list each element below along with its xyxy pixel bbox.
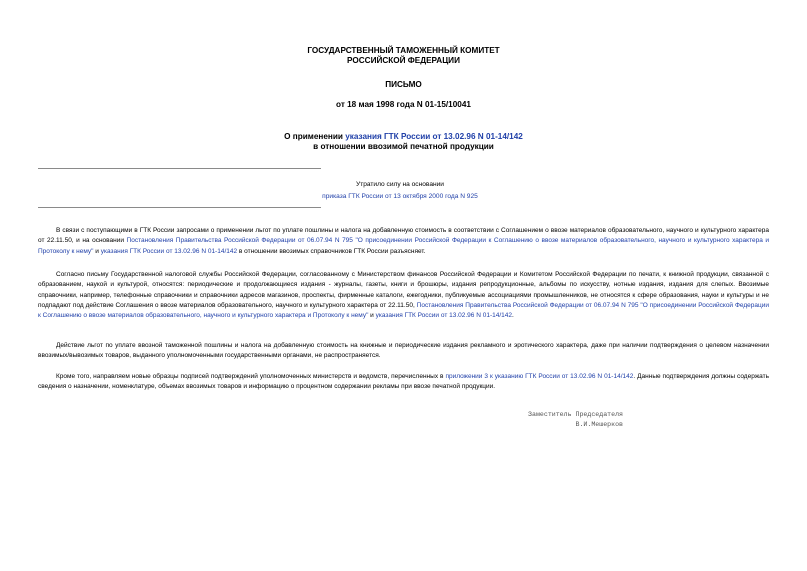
p1-text-1: В связи с поступающими в ГТК России запросами о применении льгот по уплате пошлины и налога на добавленную стоимость в соответствии с Соглашением о ввозе материалов образовательного, научного и культурного характера от 22.11.50, и на основании: [38, 227, 769, 245]
title-line-1: [0, 132, 807, 142]
p2-link-decree[interactable]: Постановления Правительства Российской Федерации от 06.07.94 N 795 "О присоединении Российской Федерации к Соглашению о ввозе материалов образовательного, научного и культурного характера и Протоколу к нему": [38, 301, 770, 320]
title-line-2: в отношении ввозимой печатной продукции: [313, 142, 494, 151]
signature-position: Заместитель Председателя: [528, 411, 623, 418]
title-prefix: О применении: [284, 132, 346, 141]
p2-text-1: Согласно письму Государственной налоговой службы Российской Федерации, согласованному с Министерством финансов Российской Федерации и Комитетом Российской Федерации по печати, к книжной продукции, связанной с образованием, наукой и культурой, относятся: периодические и продолжающиеся издания - журналы, газеты, книги и брошюры, издания репродукционные, альбомы по искусству, нотные издания, издания для слепых. Ввозимые справочники, например, телефонные справочники и справочники адресов магазинов, проспекты, фирменные каталоги, ежегодники, публикуемые ассоциациями промышленников, не относятся к сфере образования, науки и культуры и не подпадают под действие Соглашения о ввозе материалов образовательного, научного и культурного характера от 22.11.50,: [38, 271, 769, 309]
bottom-divider: [38, 207, 321, 208]
status-note-link[interactable]: приказа ГТК России от 13 октября 2000 года N 925: [322, 193, 478, 200]
status-note: [300, 179, 500, 203]
top-divider: [38, 168, 321, 169]
p3-text-1: Действие льгот по уплате ввозной таможенной пошлины и налога на добавленную стоимость на книжные и периодические издания рекламного и эротического характера, даже при наличии подтверждения о целевом назначении ввозимых/вывозимых товаров, выданного уполномоченными государственными органами, не распространяется.: [38, 342, 769, 360]
p2-link-directive[interactable]: указания ГТК России от 13.02.96 N 01-14/142: [375, 312, 512, 320]
document-date: от 18 мая 1998 года N 01-15/10041: [336, 100, 471, 109]
document-type: ПИСЬМО: [385, 80, 422, 89]
signature-name: В.И.Мешерков: [575, 421, 623, 428]
p1-link-decree[interactable]: Постановления Правительства Российской Федерации от 06.07.94 N 795 "О присоединении Российской Федерации к Соглашению о ввозе материалов образовательного, научного и культурного характера и Протоколу к нему": [38, 237, 769, 255]
document-title: [0, 132, 807, 152]
p1-link-directive[interactable]: указания ГТК России от 13.02.96 N 01-14/142: [100, 247, 238, 255]
signature-block: [470, 410, 623, 430]
p4-text-2: . Данные подтверждения должны содержать сведения о назначении, номенклатуре, объемах ввозимых товаров и информацию о процентном содержании рекламы при ввозе печатной продукции.: [38, 373, 769, 391]
paragraph-3: [38, 341, 769, 362]
organization-line-2: РОССИЙСКОЙ ФЕДЕРАЦИИ: [347, 56, 460, 65]
p2-text-2: и: [368, 312, 376, 320]
status-note-text: Утратило силу на основании: [356, 181, 444, 188]
p4-text-1: Кроме того, направляем новые образцы подписей подтверждений уполномоченных министерств и ведомств, перечисленных в: [56, 373, 446, 380]
paragraph-2: [38, 270, 769, 321]
p1-text-3: в отношении ввозимых справочников ГТК России разъясняет.: [237, 247, 426, 255]
title-link[interactable]: указания ГТК России от 13.02.96 N 01-14/142: [345, 132, 523, 141]
p4-link-appendix[interactable]: приложении 3 к указанию ГТК России от 13.02.96 N 01-14/142: [445, 373, 634, 380]
organization-name: [0, 46, 807, 66]
p2-text-3: .: [512, 312, 514, 320]
organization-line-1: ГОСУДАРСТВЕННЫЙ ТАМОЖЕННЫЙ КОМИТЕТ: [307, 46, 500, 55]
paragraph-1: [38, 226, 769, 257]
p1-text-2: и: [93, 247, 101, 255]
paragraph-4: [38, 372, 769, 393]
